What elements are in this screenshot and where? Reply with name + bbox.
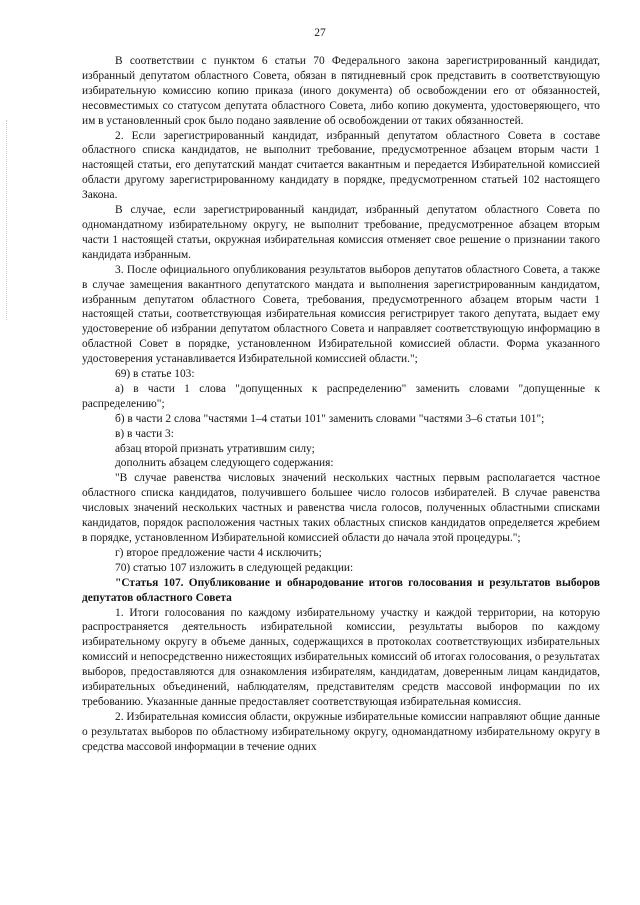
paragraph: б) в части 2 слова "частями 1–4 статьи 101" заменить словами "частями 3–6 статьи 101"; [115,412,545,425]
paragraph: г) второе предложение части 4 исключить; [115,546,322,559]
document-body [82,54,600,755]
paragraph: 1. Итоги голосования по каждому избирательному участку и каждой территории, на которую распространяется деятельность избирательной комиссии, результаты выборов по каждому избирательному округу в объеме данных, содержащихся в протоколах соответствующих избирательных комиссий и непосредственно нижестоящих избирательных комиссий об итогах голосования, о результатах выборов, предоставляются для ознакомления избирателям, кандидатам, доверенным лицам кандидатов, избирательных объединений, наблюдателям, представителям средств массовой информации по их требованию. Указанные данные предоставляет соответствующая избирательная комиссия. [82,606,601,708]
paragraph: 69) в статье 103: [115,368,195,381]
paragraph: 3. После официального опубликования результатов выборов депутатов областного Совета, а также в случае замещения вакантного депутатского мандата и выполнения зарегистрированным кандидатом, избранным депутатом областного Совета, требования, предусмотренного абзацем вторым части 1 настоящей статьи, соответствующая избирательная комиссия регистрирует такого депутата, выдает ему удостоверение об избрании депутатом областного Совета и направляет соответствующую информацию в областной Совет в порядке, установленном Избирательной комиссией области. Форма указанного удостоверения устанавливается Избирательной комиссией области."; [82,263,600,366]
paragraph: 2. Избирательная комиссия области, окружные избирательные комиссии направляют общие данные о результатах выборов по областному избирательному округу, одномандатному избирательному округу в средства массовой информации в течение одних [82,710,600,753]
paragraph: "В случае равенства числовых значений нескольких частных первым располагается частное областного списка кандидатов, получившего большее число голосов избирателей. В случае равенства числовых значений нескольких частных и равенства числа голосов, полученных областными списками кандидатов, порядок расположения частных таких областных списков кандидатов определяется жребием в порядке, установленном Избирательной комиссией области до начала этой процедуры."; [82,472,600,544]
paragraph: 70) статью 107 изложить в следующей редакции: [115,561,354,574]
paragraph: абзац второй признать утратившим силу; [115,442,315,455]
paragraph: дополнить абзацем следующего содержания: [115,457,334,470]
page-number: 27 [314,27,326,39]
paragraph: В соответствии с пунктом 6 статьи 70 Федерального закона зарегистрированный кандидат, избранный депутатом областного Совета, обязан в пятидневный срок представить в соответствующую избирательную комиссию копию приказа (иного документа) об освобождении его от обязанностей, несовместимых со статусом депутата областного Совета, либо копию документа, удостоверяющего, что им в установленный срок было подано заявление об освобождении от таких обязанностей. [82,55,600,127]
paragraph: в) в части 3: [115,427,174,440]
paragraph: а) в части 1 слова "допущенных к распределению" заменить словами "допущенные к распределению"; [82,382,600,410]
scan-edge-marks [6,120,10,320]
article-heading: "Статья 107. Опубликование и обнародование итогов голосования и результатов выборов депутатов областного Совета [82,576,600,604]
paragraph: В случае, если зарегистрированный кандидат, избранный депутатом областного Совета по одномандатному избирательному округу, не выполнит требование, предусмотренное абзацем вторым части 1 настоящей статьи, окружная избирательная комиссия отменяет свое решение о признании такого кандидата избранным. [82,204,600,261]
paragraph: 2. Если зарегистрированный кандидат, избранный депутатом областного Совета в составе областного списка кандидатов, не выполнит требование, предусмотренное абзацем вторым части 1 настоящей статьи, его депутатский мандат считается вакантным и передается Избирательной комиссией области другому зарегистрированному кандидату в порядке, предусмотренном статьей 102 настоящего Закона. [82,129,600,202]
